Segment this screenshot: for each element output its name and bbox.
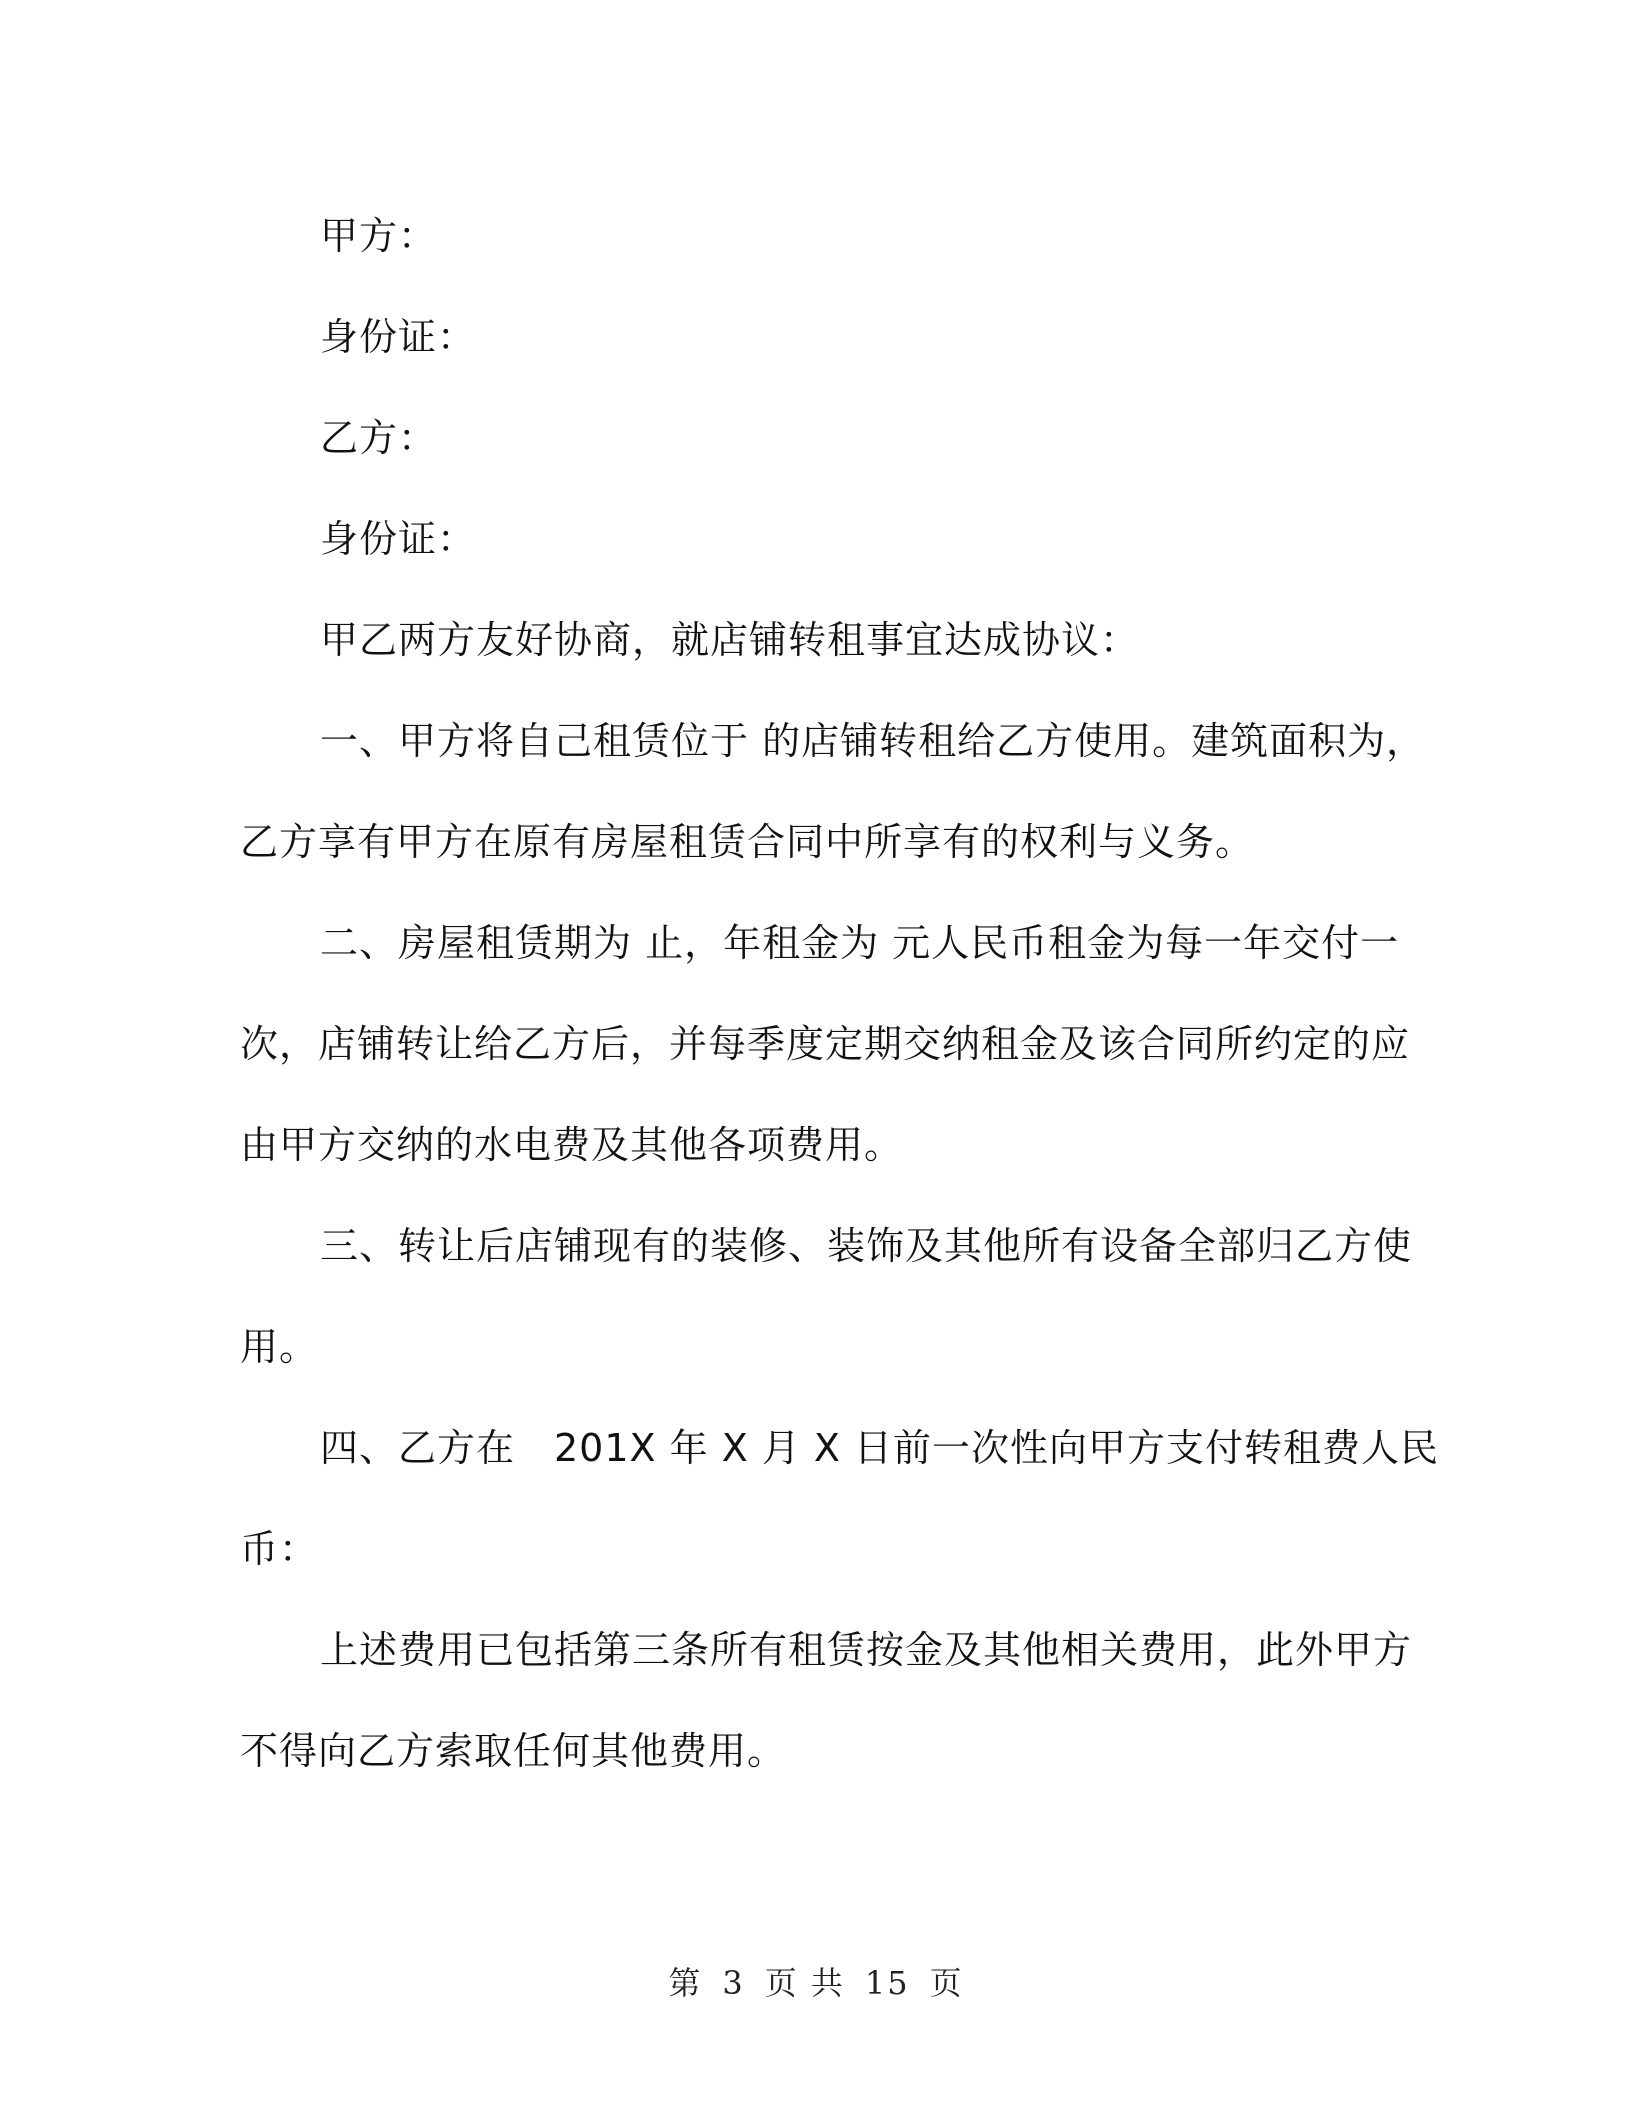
party-a-label: 甲方： xyxy=(320,214,438,258)
total-page-number: 15 xyxy=(864,1964,910,2002)
page-footer xyxy=(0,1958,1632,2004)
footer-mid: 页 共 xyxy=(764,1964,845,2002)
clause-3-line-2: 用。 xyxy=(240,1325,319,1369)
clause-2-line-2: 次，店铺转让给乙方后，并每季度定期交纳租金及该合同所约定的应 xyxy=(240,1022,1411,1066)
clause-1-line-2: 乙方享有甲方在原有房屋租赁合同中所享有的权利与义务。 xyxy=(240,820,1255,864)
party-b-id-label: 身份证： xyxy=(320,517,477,561)
clause-3-line-1: 三、转让后店铺现有的装修、装饰及其他所有设备全部归乙方使 xyxy=(320,1224,1413,1268)
footer-suffix: 页 xyxy=(929,1964,964,2002)
party-a-id-label: 身份证： xyxy=(320,315,477,359)
clause-4-line-1: 四、乙方在 201X 年 X 月 X 日前一次性向甲方支付转租费人民 xyxy=(320,1426,1440,1470)
fee-note-line-2: 不得向乙方索取任何其他费用。 xyxy=(240,1729,787,1773)
current-page-number: 3 xyxy=(722,1964,745,2002)
agreement-intro: 甲乙两方友好协商，就店铺转租事宜达成协议： xyxy=(320,618,1140,662)
clause-4-line-2: 币： xyxy=(240,1527,319,1571)
footer-prefix: 第 xyxy=(668,1964,703,2002)
party-b-label: 乙方： xyxy=(320,416,438,460)
clause-2-line-3: 由甲方交纳的水电费及其他各项费用。 xyxy=(240,1123,904,1167)
clause-2-line-1: 二、房屋租赁期为 止，年租金为 元人民币租金为每一年交付一 xyxy=(320,921,1400,965)
document-body xyxy=(240,186,1440,1802)
fee-note-line-1: 上述费用已包括第三条所有租赁按金及其他相关费用，此外甲方 xyxy=(320,1628,1413,1672)
clause-1-line-1: 一、甲方将自己租赁位于 的店铺转租给乙方使用。建筑面积为， xyxy=(320,719,1426,763)
